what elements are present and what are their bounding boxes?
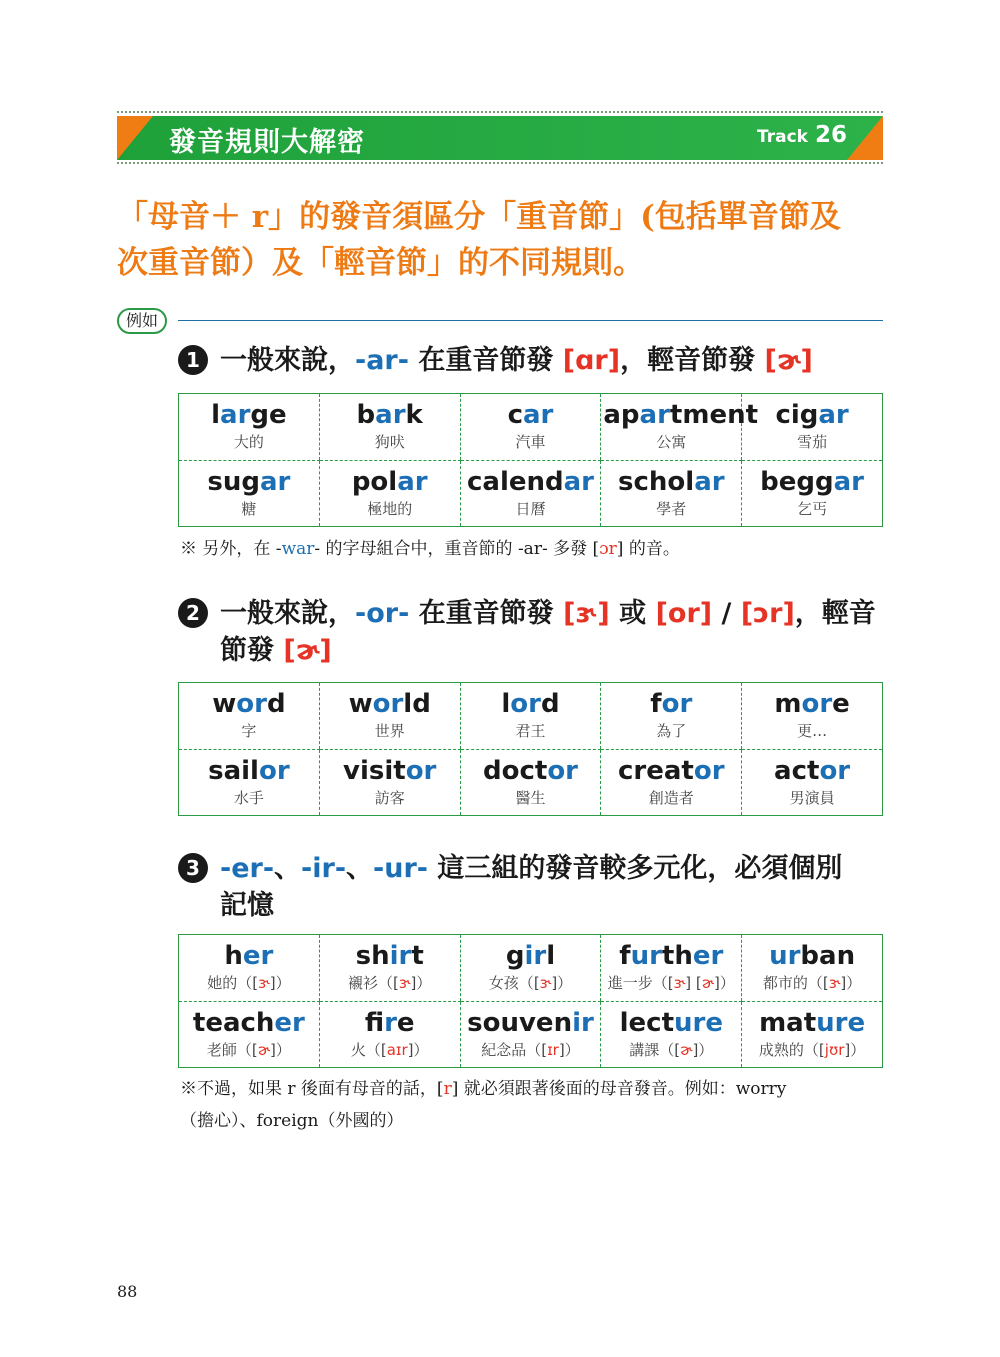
- word-table-er-ir-ur: [178, 934, 883, 1068]
- meaning-close: ）: [698, 1040, 714, 1059]
- section-heading: [220, 850, 842, 924]
- word-segment: ar: [523, 400, 554, 430]
- meaning-text: 乞丐: [797, 499, 828, 518]
- word: [463, 687, 599, 721]
- word-segment: or: [236, 689, 267, 719]
- ipa-symbol: aɪr: [386, 1040, 408, 1059]
- meaning-text: 公寓: [656, 433, 687, 451]
- ipa-symbol: ɚ: [701, 974, 714, 992]
- heading-segment: -or-: [355, 598, 410, 629]
- word-meaning: 她的（[ɝ]）: [207, 974, 291, 992]
- word-meaning: [463, 432, 599, 452]
- heading-segment: 節發: [220, 635, 284, 666]
- word-segment: or: [819, 755, 851, 786]
- word-segment: begg: [760, 466, 834, 497]
- note-segment: ] 就必須跟著後面的母音發音。例如：worry: [451, 1079, 787, 1099]
- heading-segment: [ɝ]: [563, 598, 610, 629]
- note-segment: ※ 另外，在 -: [180, 539, 282, 559]
- word-segment: ar: [694, 466, 725, 497]
- meaning-text: 講課（: [629, 1040, 675, 1059]
- word-segment: souven: [467, 1007, 573, 1038]
- word-segment: ur: [769, 941, 801, 971]
- word-cell: [601, 683, 742, 750]
- meaning-text: 水手: [233, 788, 264, 807]
- ipa-symbol: ɚ: [680, 1040, 693, 1059]
- word-cell: [742, 683, 883, 750]
- word: [181, 1006, 317, 1040]
- heading-segment: /: [712, 598, 741, 629]
- word-meaning: [603, 432, 739, 452]
- ipa-symbol: jʊr: [824, 1040, 845, 1059]
- word-meaning: 女孩（[ɝ]）: [488, 974, 573, 992]
- word: [744, 1006, 880, 1040]
- word-segment: l: [546, 941, 556, 971]
- word-segment: ar: [818, 400, 849, 430]
- note-segment: ] 的音。: [616, 539, 680, 559]
- word-segment: calend: [466, 466, 564, 497]
- word-cell: [742, 394, 883, 461]
- word-segment: c: [507, 400, 524, 430]
- word-meaning: [322, 499, 458, 519]
- section-banner: [117, 116, 883, 160]
- heading-segment: [ɚ]: [764, 345, 813, 376]
- meaning-text: 君王: [515, 722, 546, 740]
- word-cell: [179, 935, 320, 1002]
- word-segment: sail: [208, 755, 259, 786]
- word-meaning: [463, 721, 599, 741]
- word-segment: ir: [524, 941, 547, 971]
- word-cell: [460, 1001, 601, 1068]
- word: [463, 939, 599, 973]
- section-heading-line: [220, 850, 842, 887]
- word-table-or: [178, 682, 883, 816]
- word: [322, 1006, 458, 1040]
- section-heading-line: [220, 632, 876, 669]
- word: [744, 687, 880, 721]
- word: [603, 939, 739, 973]
- meaning-close: ）: [413, 1040, 429, 1059]
- meaning-text: 男演員: [789, 788, 835, 807]
- word-cell: [319, 460, 460, 527]
- word-segment: doct: [482, 755, 548, 786]
- ipa-symbol: ɝ: [539, 974, 552, 992]
- table-row: [179, 935, 883, 1002]
- word-segment: or: [372, 689, 404, 719]
- word-segment: act: [774, 755, 820, 786]
- meaning-text: 火（: [350, 1040, 381, 1059]
- word-segment: or: [258, 755, 290, 786]
- word: [744, 465, 880, 499]
- word-segment: creat: [618, 755, 694, 786]
- word-cell: [319, 935, 460, 1002]
- word-segment: mat: [759, 1007, 817, 1038]
- word: [603, 1006, 739, 1040]
- note-line: [180, 1105, 786, 1137]
- section-1: [178, 342, 883, 379]
- word: [322, 754, 458, 788]
- word-meaning: [744, 432, 880, 452]
- word-segment: h: [224, 941, 243, 971]
- section-number-badge: 3: [178, 853, 208, 883]
- word-segment: or: [693, 755, 725, 786]
- word-meaning: [322, 788, 458, 808]
- note-segment: - 的字母組合中，重音節的 -ar- 多發 [: [314, 539, 600, 559]
- word-cell: [742, 935, 883, 1002]
- word-segment: g: [505, 941, 525, 971]
- word-cell: [742, 749, 883, 816]
- banner-right-corner: [847, 116, 883, 160]
- heading-segment: 、: [346, 853, 374, 884]
- meaning-text: 成熟的（: [758, 1040, 819, 1059]
- note-segment: （擔心）、foreign（外國的）: [180, 1111, 404, 1131]
- word-cell: [319, 1001, 460, 1068]
- word-segment: sh: [355, 941, 390, 971]
- ipa-symbol: ɪr: [547, 1040, 559, 1059]
- word: [603, 687, 739, 721]
- word-segment: th: [661, 941, 693, 971]
- heading-segment: 一般來說，: [220, 345, 355, 376]
- word-meaning: 進一步（[ɝ] [ɚ]）: [607, 974, 735, 992]
- meaning-text: 汽車: [515, 433, 546, 451]
- meaning-close: ）: [564, 1040, 580, 1059]
- word: [463, 398, 599, 432]
- heading-segment: 一般來說，: [220, 598, 355, 629]
- word: [463, 465, 599, 499]
- word-cell: [460, 460, 601, 527]
- word: [744, 398, 880, 432]
- meaning-text: 女孩（: [488, 974, 534, 992]
- word-segment: w: [348, 689, 373, 719]
- meaning-close: ）: [416, 974, 432, 992]
- meaning-text: 她的（: [207, 974, 253, 992]
- banner-title: 發音規則大解密: [169, 127, 365, 158]
- word-segment: ban: [800, 941, 856, 971]
- ipa-symbol: ɝ: [828, 974, 841, 992]
- word-segment: l: [501, 689, 511, 719]
- word-meaning: [744, 721, 880, 741]
- word-segment: e: [396, 1007, 415, 1038]
- word-segment: ar: [563, 466, 594, 497]
- word-segment: ure: [816, 1007, 866, 1038]
- meaning-close: ）: [846, 974, 862, 992]
- meaning-text: 學者: [656, 499, 687, 518]
- heading-segment: -er-: [220, 853, 275, 884]
- meaning-text: 狗吠: [374, 433, 405, 451]
- meaning-text: 創造者: [648, 788, 694, 807]
- word-meaning: [603, 788, 739, 808]
- heading-segment: -ir-: [301, 853, 347, 884]
- track-number: 26: [815, 122, 848, 148]
- meaning-text: 更…: [797, 722, 828, 740]
- heading-segment: ，輕音: [794, 598, 876, 629]
- word-cell: [179, 749, 320, 816]
- word-segment: ar: [639, 400, 670, 430]
- word-segment: e: [832, 689, 850, 719]
- heading-segment: ，輕音節發: [620, 345, 765, 376]
- section-number-badge: 2: [178, 598, 208, 628]
- word-cell: [601, 394, 759, 461]
- word-meaning: 講課（[ɚ]）: [629, 1040, 714, 1059]
- section-heading: [220, 342, 813, 379]
- word-segment: or: [801, 689, 833, 719]
- word-segment: teach: [192, 1007, 275, 1038]
- note-segment: war: [281, 539, 315, 559]
- word-segment: ar: [397, 466, 428, 497]
- word-segment: cig: [775, 400, 819, 430]
- word-cell: [179, 394, 320, 461]
- section-3: [178, 850, 883, 924]
- word-meaning: [181, 721, 317, 741]
- word-segment: d: [540, 689, 560, 719]
- page-number: 88: [117, 1282, 138, 1301]
- word-cell: [179, 1001, 320, 1068]
- heading-segment: [ɚ]: [283, 635, 332, 666]
- heading-segment: 記憶: [220, 890, 274, 921]
- meaning-text: 紀念品（: [481, 1040, 542, 1059]
- meaning-close: ）: [275, 974, 291, 992]
- heading-segment: -ar-: [355, 345, 409, 376]
- meaning-close: ）: [850, 1040, 866, 1059]
- word-segment: t: [411, 941, 424, 971]
- word-cell: [460, 749, 601, 816]
- meaning-text: 訪客: [374, 788, 405, 807]
- word-segment: ar: [260, 466, 291, 497]
- example-rule-line: [178, 320, 883, 321]
- section-3-note: [180, 1073, 786, 1137]
- word-meaning: [603, 499, 739, 519]
- word-meaning: [322, 432, 458, 452]
- word: [603, 398, 759, 432]
- meaning-text: 老師（: [206, 1040, 252, 1059]
- word-meaning: 火（[aɪr]）: [350, 1040, 429, 1059]
- heading-segment: 在重音節發: [409, 598, 564, 629]
- word: [181, 687, 317, 721]
- meaning-text: 大的: [233, 433, 264, 451]
- ipa-symbol: ɝ: [673, 974, 686, 992]
- word-cell: [601, 460, 742, 527]
- word-segment: or: [405, 755, 437, 786]
- headline-line-2: 次重音節）及「輕音節」的不同規則。: [117, 245, 644, 281]
- word-meaning: 老師（[ɚ]）: [206, 1040, 291, 1059]
- word-cell: [179, 683, 320, 750]
- word-cell: [319, 394, 460, 461]
- word: [181, 754, 317, 788]
- section-2: [178, 595, 883, 669]
- meaning-text: 為了: [656, 722, 687, 740]
- heading-segment: [ɔr]: [740, 598, 795, 629]
- word: [603, 465, 739, 499]
- note-segment: ※不過，如果 r 後面有母音的話，[: [180, 1079, 444, 1099]
- word-cell: [179, 460, 320, 527]
- meaning-close: ）: [719, 974, 735, 992]
- word-meaning: 紀念品（[ɪr]）: [481, 1040, 580, 1059]
- word-cell: [601, 935, 742, 1002]
- section-heading-line: [220, 887, 842, 924]
- word-cell: [460, 683, 601, 750]
- note-segment: ɔr: [599, 539, 617, 559]
- word-segment: f: [619, 941, 631, 971]
- word-cell: [460, 935, 601, 1002]
- table-row: [179, 460, 883, 527]
- meaning-text: 字: [241, 722, 257, 740]
- word: [463, 754, 599, 788]
- word-segment: ap: [603, 400, 640, 430]
- word-meaning: [181, 499, 317, 519]
- note-line: [180, 533, 680, 565]
- word-meaning: [463, 499, 599, 519]
- word-meaning: [603, 721, 739, 741]
- word-segment: ld: [403, 689, 431, 719]
- word-segment: ir: [389, 941, 412, 971]
- word-segment: f: [650, 689, 662, 719]
- heading-segment: 這三組的發音較多元化，必須個別: [427, 853, 843, 884]
- word-segment: ir: [384, 1007, 397, 1038]
- word: [181, 465, 317, 499]
- word-cell: [460, 394, 601, 461]
- word-table-ar: [178, 393, 883, 527]
- heading-segment: 或: [609, 598, 656, 629]
- section-heading-line: [220, 595, 876, 632]
- word: [181, 939, 317, 973]
- heading-segment: 在重音節發: [408, 345, 563, 376]
- word: [744, 754, 880, 788]
- meaning-text: 醫生: [515, 788, 546, 807]
- word: [322, 398, 458, 432]
- banner-bottom-dotted-rule: [117, 162, 883, 164]
- banner-left-corner: [117, 116, 153, 160]
- meaning-text: 極地的: [367, 499, 413, 518]
- word: [181, 398, 317, 432]
- word-cell: [601, 749, 742, 816]
- word-segment: f: [364, 1007, 385, 1038]
- word-cell: [742, 1001, 883, 1068]
- word-segment: ur: [630, 941, 662, 971]
- word-segment: b: [356, 400, 376, 430]
- note-segment: r: [443, 1079, 452, 1099]
- word-cell: [601, 1001, 742, 1068]
- word: [322, 687, 458, 721]
- ipa-symbol: ɝ: [258, 974, 270, 992]
- word-segment: ir: [572, 1007, 594, 1038]
- word-segment: or: [547, 755, 578, 786]
- heading-segment: [ɑr]: [562, 345, 621, 376]
- word-segment: tment: [669, 400, 759, 430]
- word-segment: er: [692, 941, 724, 971]
- word: [744, 939, 880, 973]
- word-meaning: 成熟的（[jʊr]）: [758, 1040, 866, 1059]
- word: [603, 754, 739, 788]
- word-segment: l: [211, 400, 221, 430]
- section-1-note: [180, 533, 680, 565]
- top-dotted-rule: [117, 111, 883, 113]
- word-meaning: 襯衫（[ɝ]）: [348, 974, 432, 992]
- meaning-text: 進一步（: [607, 974, 668, 992]
- word-meaning: 都市的（[ɝ]）: [762, 974, 862, 992]
- word-meaning: [744, 788, 880, 808]
- table-row: [179, 749, 883, 816]
- word-cell: [319, 683, 460, 750]
- word-segment: er: [242, 941, 274, 971]
- heading-segment: [or]: [655, 598, 713, 629]
- word: [322, 939, 458, 973]
- word-segment: visit: [343, 755, 406, 786]
- word-cell: [319, 749, 460, 816]
- ipa-symbol: ɝ: [398, 974, 411, 992]
- word-segment: w: [212, 689, 237, 719]
- section-heading: [220, 595, 876, 669]
- rule-headline: [117, 194, 883, 286]
- word-segment: m: [774, 689, 802, 719]
- meaning-text: 都市的（: [762, 974, 823, 992]
- example-tag: 例如: [117, 308, 167, 334]
- table-row: [179, 1001, 883, 1068]
- word-segment: ge: [250, 400, 287, 430]
- word-meaning: [181, 432, 317, 452]
- word-cell: [742, 460, 883, 527]
- word: [463, 1006, 599, 1040]
- heading-segment: -ur-: [373, 853, 428, 884]
- note-line: [180, 1073, 786, 1105]
- word-segment: schol: [618, 466, 695, 497]
- word-meaning: [181, 788, 317, 808]
- word-segment: ure: [674, 1007, 723, 1038]
- meaning-close: ）: [275, 1040, 291, 1059]
- table-row: [179, 683, 883, 750]
- meaning-text: 雪茄: [797, 433, 828, 451]
- word-segment: ar: [833, 466, 865, 497]
- track-label: Track: [757, 127, 808, 147]
- word-segment: k: [405, 400, 423, 430]
- meaning-text: 世界: [374, 722, 405, 740]
- word-meaning: [463, 788, 599, 808]
- meaning-text: 日曆: [515, 499, 546, 518]
- word-segment: ar: [220, 400, 251, 430]
- word-segment: or: [510, 689, 541, 719]
- word-meaning: [322, 721, 458, 741]
- word-segment: pol: [351, 466, 398, 497]
- word-segment: or: [661, 689, 693, 719]
- word-meaning: [744, 499, 880, 519]
- meaning-text: 糖: [241, 499, 257, 518]
- word-segment: d: [266, 689, 286, 719]
- word-segment: er: [274, 1007, 305, 1038]
- word-segment: ar: [375, 400, 406, 430]
- word: [322, 465, 458, 499]
- meaning-close: ）: [557, 974, 573, 992]
- meaning-text: 襯衫（: [348, 974, 394, 992]
- ipa-symbol: ɚ: [257, 1040, 271, 1059]
- section-number-badge: 1: [178, 345, 208, 375]
- word-segment: sug: [207, 466, 261, 497]
- section-heading-line: [220, 342, 813, 379]
- headline-line-1: 「母音＋ r」的發音須區分「重音節」(包括單音節及: [117, 199, 841, 235]
- table-row: [179, 394, 883, 461]
- heading-segment: 、: [274, 853, 302, 884]
- word-segment: lect: [619, 1007, 674, 1038]
